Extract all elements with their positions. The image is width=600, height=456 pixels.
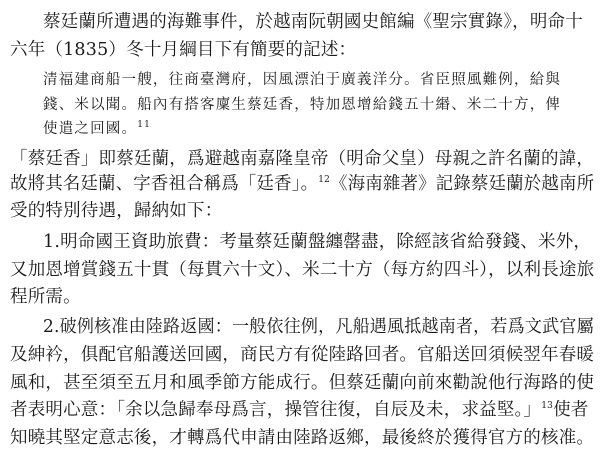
item-2-line-4 [10, 399, 588, 421]
item-2-line-5: 知曉其堅定意志後，才轉爲代申請由陸路返鄉，最後終於獲得官方的核准。 [10, 428, 595, 448]
item-2-line-4-part-b: 使者 [553, 400, 589, 420]
item-1-line-1: 1.明命國王資助旅費：考量蔡廷蘭盤纏罄盡，除經該省給發錢、米外， [43, 232, 592, 252]
block-quote-line-2: 錢、米以聞。船內有搭客廩生蔡廷香，特加恩增給錢五十緡、米二十方，俾 [43, 97, 562, 113]
item-1-line-2: 又加恩增賞錢五十貫（每貫六十文）、米二十方（每方約四斗），以利長途旅 [10, 260, 595, 280]
paragraph-1-line-1: 蔡廷蘭所遭遇的海難事件，於越南阮朝國史館編《聖宗實錄》，明命十 [43, 12, 583, 32]
item-1-line-3: 程所需。 [10, 287, 81, 307]
item-2-line-2: 及紳衿，俱配官船護送回國，商民方有從陸路回者。官船送回須候翌年春暖 [10, 345, 595, 365]
item-2-line-1: 2.破例核准由陸路返國：一般依往例，凡船遇風抵越南者，若爲文武官屬 [43, 317, 594, 337]
paragraph-2-line-3: 受的特別待遇，歸納如下： [10, 201, 223, 221]
paragraph-2-line-2-part-b: 《海南雜著》記錄蔡廷蘭於越南所 [330, 174, 595, 194]
footnote-ref-11: 11 [137, 120, 152, 131]
paragraph-1-line-2: 六年（1835）冬十月綱目下有簡要的記述： [10, 40, 357, 60]
item-2-line-4-part-a: 者表明心意：「余以急歸奉母爲言，操管往復，自辰及未，求益堅。」 [10, 400, 542, 420]
item-2-line-3: 風和，甚至須至五月和風季節方能成行。但蔡廷蘭向前來勸說他行海路的使 [10, 373, 595, 393]
paragraph-2-line-1: 「蔡廷香」即蔡廷蘭，爲避越南嘉隆皇帝（明命父皇）母親之許名蘭的諱， [10, 149, 595, 169]
block-quote-line-3-text: 使遣之回國。 [43, 121, 138, 137]
paragraph-2-line-2-part-a: 故將其名廷蘭、字香祖合稱爲「廷香」。 [10, 174, 319, 194]
paragraph-2-line-2 [10, 173, 594, 195]
block-quote-line-1: 清福建商船一艘，往商臺灣府，因風漂泊于廣義洋分。省臣照風難例，給與 [43, 72, 562, 88]
footnote-ref-13: 13 [541, 401, 554, 412]
footnote-ref-12: 12 [318, 175, 331, 186]
block-quote-line-3 [43, 120, 151, 138]
